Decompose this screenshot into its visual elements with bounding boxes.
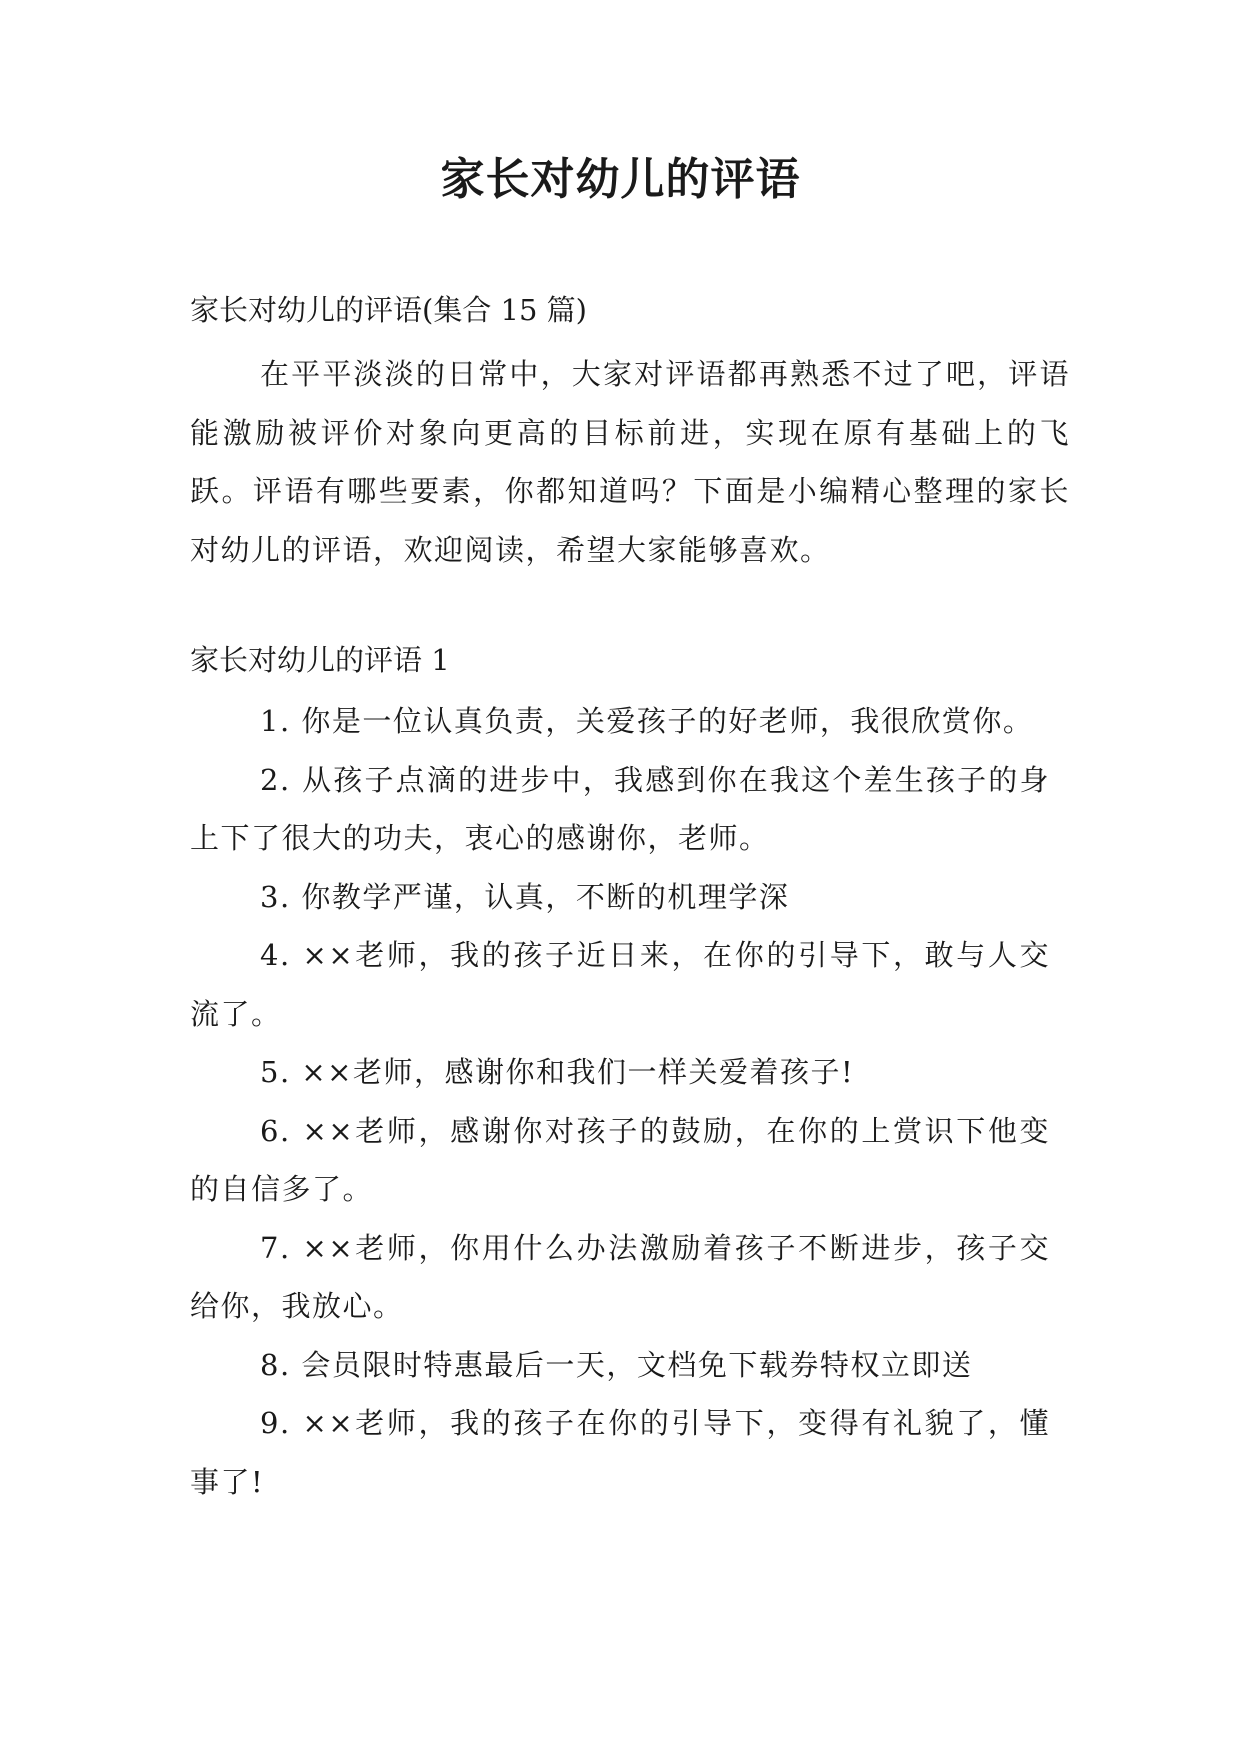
document-subtitle: 家长对幼儿的评语(集合 15 篇) <box>190 293 587 327</box>
list-item: 7. ××老师，你用什么办法激励着孩子不断进步，孩子交给你，我放心。 <box>190 1230 1050 1323</box>
list-item: 9. ××老师，我的孩子在你的引导下，变得有礼貌了，懂事了! <box>190 1406 1050 1499</box>
list-item: 3. 你教学严谨，认真，不断的机理学深 <box>260 879 790 914</box>
list-item: 8. 会员限时特惠最后一天，文档免下载券特权立即送 <box>260 1347 973 1382</box>
list-item: 2. 从孩子点滴的进步中，我感到你在我这个差生孩子的身上下了很大的功夫，衷心的感谢你，老师。 <box>190 762 1050 855</box>
list-item: 6. ××老师，感谢你对孩子的鼓励，在你的上赏识下他变的自信多了。 <box>190 1113 1050 1206</box>
comment-list <box>190 692 1050 1511</box>
list-item: 1. 你是一位认真负责，关爱孩子的好老师，我很欣赏你。 <box>260 704 1034 738</box>
document-title: 家长对幼儿的评语 <box>440 154 801 205</box>
list-item: 4. ××老师，我的孩子近日来，在你的引导下，敢与人交流了。 <box>190 938 1050 1031</box>
list-item: 5. ××老师，感谢你和我们一样关爱着孩子! <box>260 1055 855 1089</box>
section-heading: 家长对幼儿的评语 1 <box>190 643 450 677</box>
intro-paragraph: 在平平淡淡的日常中，大家对评语都再熟悉不过了吧，评语能激励被评价对象向更高的目标前进，实现在原有基础上的飞跃。评语有哪些要素，你都知道吗？下面是小编精心整理的家长对幼儿的评语，欢迎阅读，希望大家能够喜欢。 <box>190 357 1070 567</box>
